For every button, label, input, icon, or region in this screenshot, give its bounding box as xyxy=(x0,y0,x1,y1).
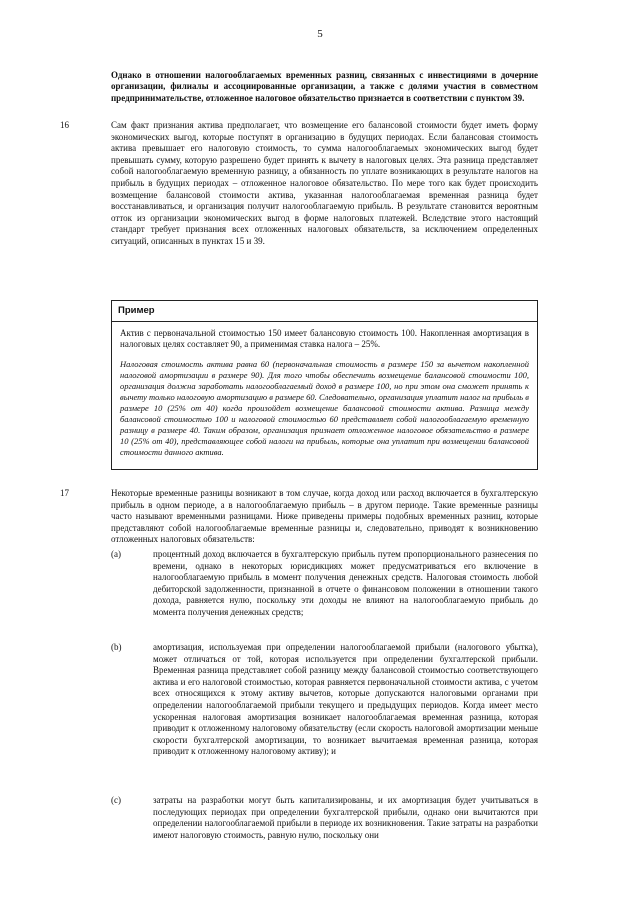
example-box xyxy=(111,300,538,470)
list-item-label: (a) xyxy=(111,549,121,559)
paragraph-number: 17 xyxy=(60,488,69,498)
list-item-text: амортизация, используемая при определении налогооблагаемой прибыли (налогового убытка), может отличаться от той, которая используется при определении бухгалтерской прибыли. Временная разница представляет собой разницу между балансовой стоимостью соответствующего актива и его налоговой стоимостью, которая равняется первоначальной стоимости актива, с учетом всех относящихся к этому активу вычетов, которые допускаются налоговыми органами при определении налогооблагаемой прибыли текущего и предыдущих периодов. Когда имеет место ускоренная налоговая амортизация возникает налогооблагаемая временная разница, которая приводит к отложенному налоговому обязательству (если скорость налоговой амортизации меньше скорости бухгалтерской амортизации, то возникает вычитаемая временная разница, которая приводит к отложенному налоговому активу); и xyxy=(153,642,538,757)
example-intro: Актив с первоначальной стоимостью 150 имеет балансовую стоимость 100. Накопленная амортизация в налоговых целях составляет 90, а применимая ставка налога – 25%. xyxy=(120,328,529,350)
example-heading: Пример xyxy=(112,301,537,322)
example-calculation: Налоговая стоимость актива равна 60 (первоначальная стоимость в размере 150 за вычетом накопленной налоговой амортизации в размере 90). Для того чтобы обеспечить возмещение балансовой стоимости 100, организация должна заработать налогооблагаемый доход в размере 100, но при этом она сможет принять к вычету только налоговую амортизацию в размере 60. Следовательно, организация уплатит налог на прибыль в размере 10 (25% от 40) когда произойдет возмещение балансовой стоимости актива. Разница между балансовой стоимостью 100 и налоговой стоимостью 60 представляет собой налогооблагаемую временную разницу в размере 40. Таким образом, организация признает отложенное налоговое обязательство в размере 10 (25% от 40), представляющее собой налоги на прибыль, которые она уплатит при возмещении балансовой стоимости данного актива. xyxy=(120,358,529,457)
list-item-text: затраты на разработки могут быть капитализированы, и их амортизация будет учитываться в последующих периодах при определении бухгалтерской прибыли, однако они вычитаются при определении налогооблагаемой прибыли в периоде их возникновения. Такие затраты на разработки имеют налоговую стоимость, равную нулю, поскольку они xyxy=(153,795,538,840)
paragraph-text: Некоторые временные разницы возникают в том случае, когда доход или расход включается в бухгалтерскую прибыль в одном периоде, а в налогооблагаемую прибыль – в другом периоде. Такие временные разницы часто называют временными разницами. Ниже приведены примеры подобных временных разниц, которые представляют собой налогооблагаемые временные разницы и, следовательно, приводят к возникновению отложенных налоговых обязательств: xyxy=(111,488,538,545)
paragraph-text: Сам факт признания актива предполагает, что возмещение его балансовой стоимости будет иметь форму экономических выгод, которые поступят в организацию в будущих периодах. Если балансовая стоимость актива превышает его налоговую стоимость, то сумма налогооблагаемых экономических выгод будет превышать сумму, которую разрешено будет принять к вычету в налоговых целях. Эта разница представляет собой налогооблагаемую временную разницу, а обязанность по уплате возникающих в результате налогов на прибыль в будущих периодах – отложенное налоговое обязательство. По мере того как будет происходить возмещение балансовой стоимости актива, указанная налогооблагаемая временная разница будет восстанавливаться, и организация получит налогооблагаемую прибыль. В результате становится вероятным отток из организации экономических выгод в форме налоговых платежей. Вследствие этого настоящий стандарт требует признания всех отложенных налоговых обязательств, за исключением определенных ситуаций, описанных в пунктах 15 и 39. xyxy=(111,120,538,246)
list-item-label: (b) xyxy=(111,642,122,652)
list-item-label: (c) xyxy=(111,795,121,805)
paragraph-number: 16 xyxy=(60,120,69,130)
intro-bold-paragraph: Однако в отношении налогооблагаемых временных разниц, связанных с инвестициями в дочерние организации, филиалы и ассоциированные организации, а также с долями участия в совместном предпринимательстве, отложенное налоговое обязательство признается в соответствии с пунктом 39. xyxy=(111,70,538,103)
page-number: 5 xyxy=(317,28,323,40)
list-item-text: процентный доход включается в бухгалтерскую прибыль путем пропорционального разнесения по времени, однако в некоторых юрисдикциях может предусматриваться его включение в налогооблагаемую прибыль в момент получения денежных средств. Налоговая стоимость любой дебиторской задолженности, признанной в отчете о финансовом положении в отношении такого дохода, равняется нулю, поскольку эти доходы не влияют на налогооблагаемую прибыль до момента получения денежных средств; xyxy=(153,549,538,617)
